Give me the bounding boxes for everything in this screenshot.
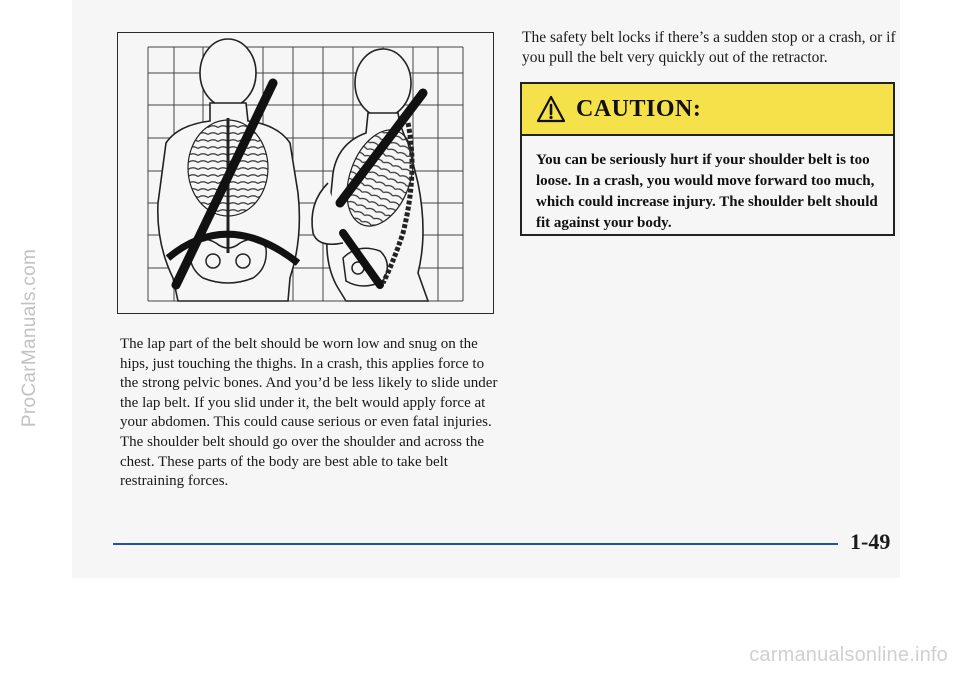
- bottom-watermark: carmanualsonline.info: [749, 644, 948, 666]
- skeleton-illustration-icon: [118, 33, 493, 313]
- side-watermark-text: ProCarManuals.com: [19, 248, 40, 427]
- caution-text: You can be seriously hurt if your shoulder belt is too loose. In a crash, you would move forward too much, which could increase injury. The shoulder belt should fit against your body.: [536, 152, 878, 231]
- warning-triangle-icon: [536, 95, 566, 123]
- seatbelt-illustration: [117, 32, 494, 314]
- page-number: 1-49: [850, 529, 891, 554]
- lap-belt-paragraph: The lap part of the belt should be worn low and snug on the hips, just touching the thighs. In a crash, this applies force to the strong pelvic bones. And you’d be less likely to slide under the lap belt. If you slid under it, the belt would apply force at your abdomen. This could cause serious or even fatal injuries. The shoulder belt should go over the shoulder and across the chest. These parts of the body are best able to take belt restraining forces.: [120, 336, 498, 490]
- caution-header: [522, 84, 893, 136]
- caution-box: [520, 82, 895, 236]
- side-watermark: [10, 0, 50, 675]
- footer-rule: [113, 543, 838, 545]
- caution-title: CAUTION:: [576, 95, 702, 122]
- belt-locks-paragraph: The safety belt locks if there’s a sudden stop or a crash, or if you pull the belt very quickly out of the retractor.: [522, 29, 896, 66]
